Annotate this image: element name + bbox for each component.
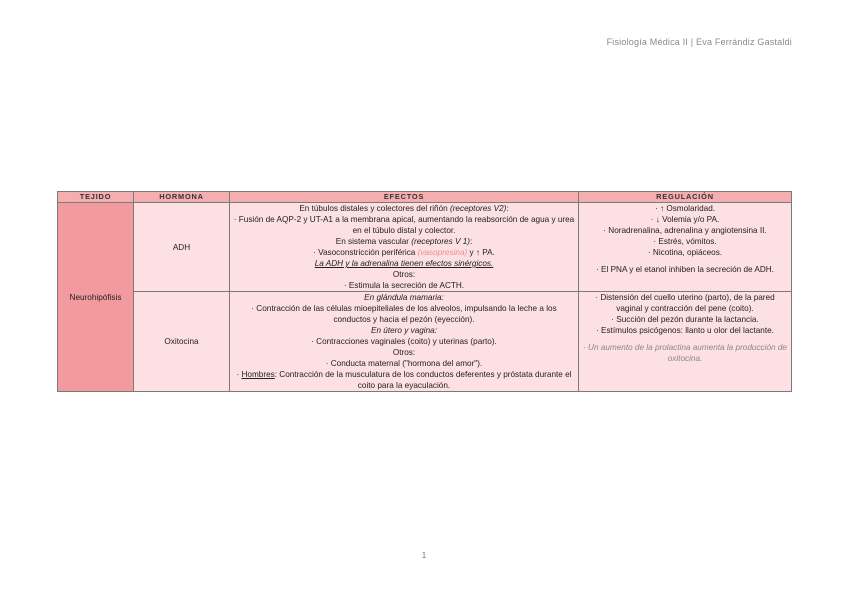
hormone-table bbox=[57, 191, 792, 392]
regulation-adh bbox=[579, 203, 792, 292]
effect-bullet: · bbox=[236, 370, 242, 379]
effect-line bbox=[233, 236, 575, 247]
receptor-note: (receptores V2) bbox=[449, 204, 507, 213]
effect-punct: : bbox=[469, 237, 473, 246]
hormone-adh: ADH bbox=[134, 203, 230, 292]
emphasis-term: Hombres bbox=[241, 370, 275, 379]
column-header-efectos: EFECTOS bbox=[230, 192, 579, 203]
regulation-line: · Nicotina, opiáceos. bbox=[647, 248, 723, 257]
effect-line: · Estimula la secreción de ACTH. bbox=[343, 281, 465, 290]
effect-text: : Contracción de la musculatura de los conductos deferentes y próstata durante el coito para la eyaculación. bbox=[274, 370, 572, 390]
column-header-hormona: HORMONA bbox=[134, 192, 230, 203]
effect-text: y ↑ PA. bbox=[469, 248, 495, 257]
effect-line bbox=[233, 369, 575, 391]
regulation-line: · ↓ Volemia y/o PA. bbox=[650, 215, 720, 224]
effect-line: En útero y vagina: bbox=[371, 326, 437, 335]
effect-line bbox=[233, 247, 575, 258]
effect-text: · Vasoconstricción periférica bbox=[313, 248, 416, 257]
effect-line: La ADH y la adrenalina tienen efectos sinérgicos. bbox=[314, 259, 494, 268]
table-row-oxitocina bbox=[58, 292, 792, 392]
receptor-note: (receptores V 1) bbox=[411, 237, 470, 246]
effect-punct: : bbox=[506, 204, 509, 213]
regulation-line: · Estrés, vómitos. bbox=[653, 237, 717, 246]
regulation-line: · Un aumento de la prolactina aumenta la producción de oxitocina. bbox=[583, 343, 787, 363]
effect-line: · Fusión de AQP-2 y UT-A1 a la membrana apical, aumentando la reabsorción de agua y urea en el túbulo distal y colector. bbox=[233, 215, 575, 235]
effect-line: Otros: bbox=[392, 348, 416, 357]
effects-adh bbox=[230, 203, 579, 292]
table-header-row bbox=[58, 192, 792, 203]
regulation-line: · Estímulos psicógenos: llanto u olor del lactante. bbox=[596, 326, 774, 335]
regulation-line: · El PNA y el etanol inhiben la secreción de ADH. bbox=[596, 265, 774, 274]
effect-line: Otros: bbox=[392, 270, 416, 279]
highlight-term: (vasopresina) bbox=[417, 248, 468, 257]
effect-line: · Contracciones vaginales (coito) y uterinas (parto). bbox=[311, 337, 497, 346]
hormone-oxitocina: Oxitocina bbox=[134, 292, 230, 392]
effects-oxitocina bbox=[230, 292, 579, 392]
regulation-line: · Distensión del cuello uterino (parto), de la pared vaginal y contracción del pene (coito). bbox=[595, 293, 775, 313]
effect-line bbox=[233, 203, 575, 214]
effect-line: En glándula mamaria: bbox=[364, 293, 444, 302]
effect-line: · Conducta maternal ("hormona del amor"). bbox=[325, 359, 483, 368]
column-header-tejido: TEJIDO bbox=[58, 192, 134, 203]
regulation-line: · ↑ Osmolaridad. bbox=[654, 204, 716, 213]
page-header: Fisiología Médica II | Eva Ferrándiz Gastaldi bbox=[606, 37, 792, 47]
page-number: 1 bbox=[421, 551, 427, 560]
effect-line: · Contracción de las células mioepiteliales de los alveolos, impulsando la leche a los conductos y hacia el pezón (eyección). bbox=[251, 304, 557, 324]
column-header-regulacion: REGULACIÓN bbox=[579, 192, 792, 203]
regulation-oxitocina bbox=[579, 292, 792, 392]
regulation-line: · Succión del pezón durante la lactancia. bbox=[611, 315, 759, 324]
effect-text: En túbulos distales y colectores del riñón bbox=[299, 204, 448, 213]
tissue-cell: Neurohipófisis bbox=[58, 203, 134, 392]
effect-text: En sistema vascular bbox=[335, 237, 409, 246]
regulation-line: · Noradrenalina, adrenalina y angiotensina II. bbox=[603, 226, 767, 235]
table-row-adh bbox=[58, 203, 792, 292]
